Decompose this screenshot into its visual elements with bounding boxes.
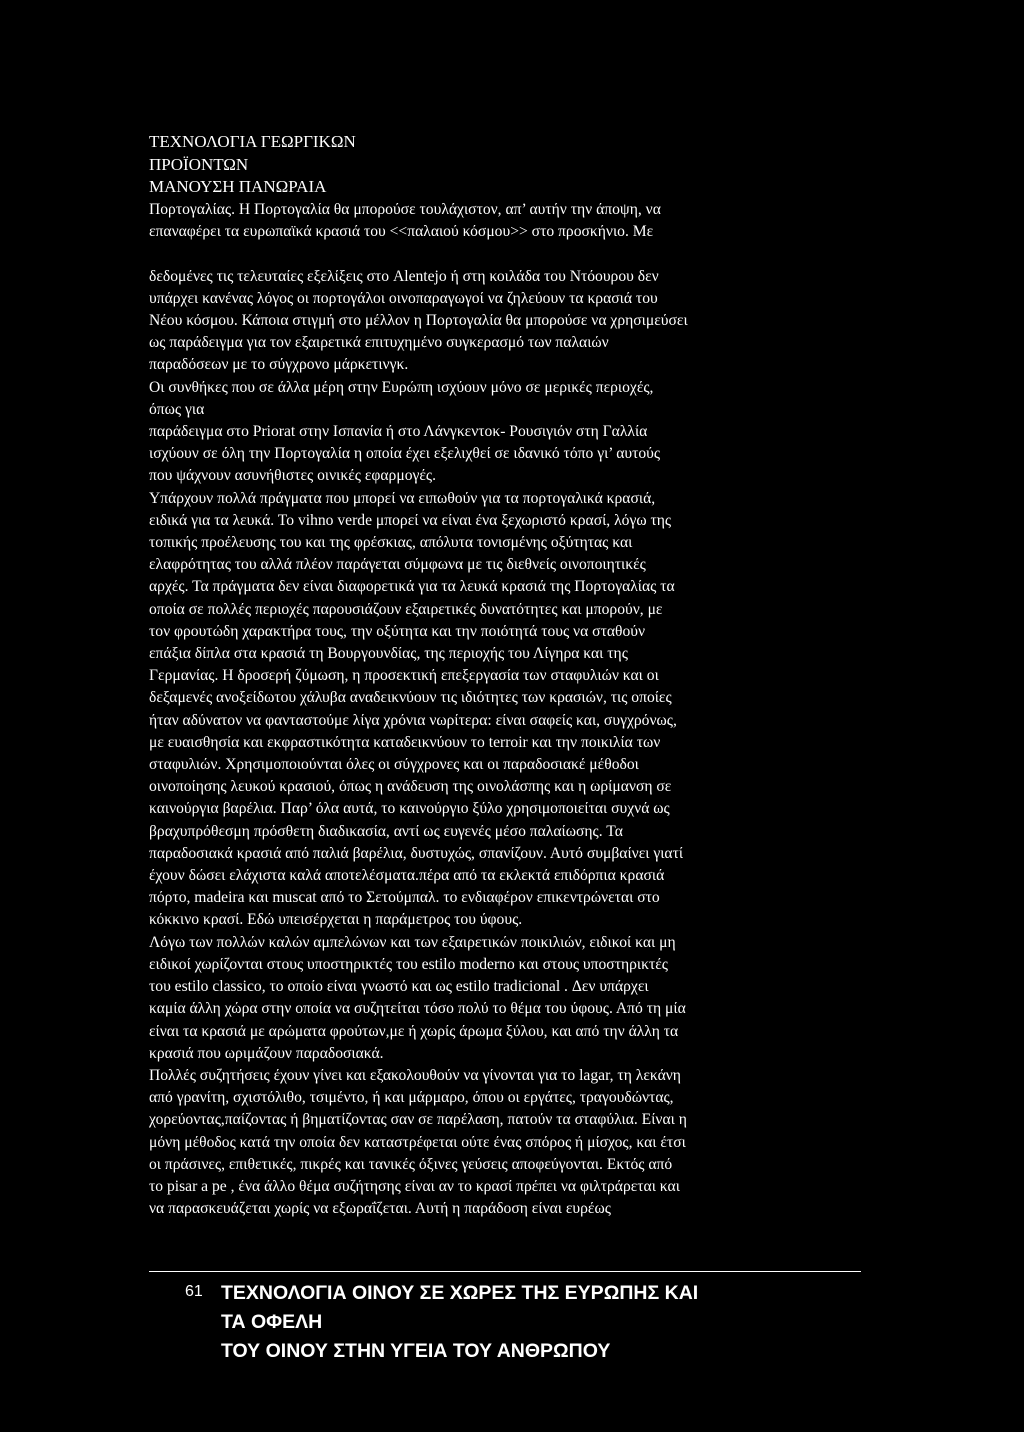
footer-title-line: ΤΟΥ ΟΙΝΟΥ ΣΤΗΝ ΥΓΕΙΑ ΤΟΥ ΑΝΘΡΩΠΟΥ [221,1340,611,1362]
body-text [149,199,849,1220]
footer-separator [149,1271,861,1272]
body-line: του estilo classico, το οποίο είναι γνωστό και ως estilo tradicional . Δεν υπάρχει [149,978,649,996]
body-line: Λόγω των πολλών καλών αμπελώνων και των εξαιρετικών ποικιλιών, ειδικοί και μη [149,933,676,951]
blank-line [149,243,849,265]
body-line: Γερμανίας. Η δροσερή ζύμωση, η προσεκτική επεξεργασία των σταφυλιών και οι [149,667,659,685]
body-line: ήταν αδύνατον να φανταστούμε λίγα χρόνια νωρίτερα: είναι σαφείς και, συγχρόνως, [149,711,677,729]
body-line: παράδειγμα στο Priorat στην Ισπανία ή στο Λάνγκεντοκ- Ρουσιγιόν στη Γαλλία [149,423,648,441]
body-line: υπάρχει κανένας λόγος οι πορτογάλοι οινοπαραγωγοί να ζηλεύουν τα κρασιά του [149,289,658,307]
body-line: αρχές. Τα πράγματα δεν είναι διαφορετικά για τα λευκά κρασιά της Πορτογαλίας τα [149,578,675,596]
body-line: είναι τα κρασιά με αρώματα φρούτων,με ή χωρίς άρωμα ξύλου, και από την άλλη τα [149,1022,679,1040]
body-line: μόνη μέθοδος κατά την οποία δεν καταστρέφεται ούτε ένας σπόρος ή μίσχος, και έτσι [149,1133,686,1151]
body-line: πόρτο, madeira και muscat από το Σετούμπαλ. το ενδιαφέρον επικεντρώνεται στο [149,889,660,907]
running-header [149,131,629,199]
body-line: επάξια δίπλα στα κρασιά τη Βουργουνδίας, της περιοχής του Λίγηρα και της [149,645,628,663]
body-line: έχουν δώσει ελάχιστα καλά αποτελέσματα.πέρα από τα εκλεκτά επιδόρπια κρασιά [149,867,665,885]
body-line: με ευαισθησία και εκφραστικότητα καταδεικνύουν το terroir και την ποικιλία των [149,733,661,751]
body-line: τοπικής προέλευσης του και της φρέσκιας, απόλυτα τονισμένης οξύτητας και [149,534,633,552]
body-line: να παρασκευάζεται χωρίς να εξωραΐζεται. Αυτή η παράδοση είναι ευρέως [149,1200,611,1218]
body-line: καμία άλλη χώρα στην οποία να συζητείται τόσο πολύ το θέμα του ύφους. Από τη μία [149,1000,686,1018]
body-line: ειδικά για τα λευκά. Το vihno verde μπορεί να είναι ένα ξεχωριστό κρασί, λόγω της [149,511,672,529]
body-line: δεξαμενές ανοξείδωτου χάλυβα αναδεικνύουν τις ιδιότητες των κρασιών, τις οποίες [149,689,672,707]
header-line: ΤΕΧΝΟΛΟΓΙΑ ΓΕΩΡΓΙΚΩΝ [149,132,356,151]
body-line: όπως για [149,400,205,418]
body-line: που ψάχνουν ασυνήθιστες οινικές εφαρμογές. [149,467,437,485]
body-line: βραχυπρόθεσμη πρόσθετη διαδικασία, αντί ως ευγενές μέσο παλαίωσης. Τα [149,822,623,840]
body-line: ειδικοί χωρίζονται στους υποστηρικτές του estilo moderno και στους υποστηρικτές [149,955,668,973]
body-line: το pisar a pe , ένα άλλο θέμα συζήτησης είναι αν το κρασί πρέπει να φιλτράρεται και [149,1177,680,1195]
body-line: από γρανίτη, σχιστόλιθο, τσιμέντο, ή και μάρμαρο, όπου οι εργάτες, τραγουδώντας, [149,1089,674,1107]
body-line: κρασιά που ωριμάζουν παραδοσιακά. [149,1044,384,1062]
body-line: ελαφρότητας του αλλά πλέον παράγεται σύμφωνα με τις διεθνείς οινοποιητικές [149,556,646,574]
body-line: παραδόσεων με το σύγχρονο μάρκετινγκ. [149,356,409,374]
body-line: οινοποίησης λευκού κρασιού, όπως η ανάδευση της οινολάσπης και η ωρίμανση σε [149,778,672,796]
body-line: Οι συνθήκες που σε άλλα μέρη στην Ευρώπη ισχύουν μόνο σε μερικές περιοχές, [149,378,654,396]
body-line: καινούργια βαρέλια. Παρ’ όλα αυτά, το καινούργιο ξύλο χρησιμοποιείται συχνά ως [149,800,670,818]
header-line: ΠΡΟΪΟΝΤΩΝ [149,154,249,174]
page-number: 61 [185,1283,203,1300]
body-line: κόκκινο κρασί. Εδώ υπεισέρχεται η παράμετρος του ύφους. [149,911,523,929]
body-line: Πολλές συζητήσεις έχουν γίνει και εξακολουθούν να γίνονται για το lagar, τη λεκάνη [149,1066,681,1084]
body-line: σταφυλιών. Χρησιμοποιούνται όλες οι σύγχρονες και οι παραδοσιακέ μέθοδοι [149,756,639,774]
body-line: Πορτογαλίας. Η Πορτογαλία θα μπορούσε τουλάχιστον, απ’ αυτήν την άποψη, να [149,201,661,218]
body-line: δεδομένες τις τελευταίες εξελίξεις στο Alentejo ή στη κοιλάδα του Ντόουρου δεν [149,267,659,285]
footer-title [221,1279,698,1366]
body-line: οποία σε πολλές περιοχές παρουσιάζουν εξαιρετικές δυνατότητες και μπορούν, με [149,600,663,618]
footer-title-line: ΤΕΧΝΟΛΟΓΙΑ ΟΙΝΟΥ ΣΕ ΧΩΡΕΣ ΤΗΣ ΕΥΡΩΠΗΣ ΚΑΙ [221,1282,699,1304]
body-line: χορεύοντας,παίζοντας ή βηματίζοντας σαν σε παρέλαση, πατούν τα σταφύλια. Είναι η [149,1111,687,1129]
body-line: Νέου κόσμου. Κάποια στιγμή στο μέλλον η Πορτογαλία θα μπορούσε να χρησιμεύσει [149,312,688,329]
body-line: Υπάρχουν πολλά πράγματα που μπορεί να ειπωθούν για τα πορτογαλικά κρασιά, [149,489,656,507]
header-line: ΜΑΝΟΥΣΗ ΠΑΝΩΡΑΙΑ [149,177,327,196]
body-line: παραδοσιακά κρασιά από παλιά βαρέλια, δυστυχώς, σπανίζουν. Αυτό συμβαίνει γιατί [149,844,684,862]
footer-title-line: ΤΑ ΟΦΕΛΗ [221,1311,323,1333]
body-line: επαναφέρει τα ευρωπαϊκά κρασιά του <<παλαιού κόσμου>> στο προσκήνιο. Με [149,223,654,241]
body-line: οι πράσινες, επιθετικές, πικρές και τανικές όξινες γεύσεις αποφεύγονται. Εκτός από [149,1155,673,1173]
body-line: τον φρουτώδη χαρακτήρα τους, την οξύτητα και την ποιότητά τους να σταθούν [149,622,646,640]
body-line: ως παράδειγμα για τον εξαιρετικά επιτυχημένο συγκερασμό των παλαιών [149,334,609,352]
body-line: ισχύουν σε όλη την Πορτογαλία η οποία έχει εξελιχθεί σε ιδανικό τόπο γι’ αυτούς [149,445,661,463]
